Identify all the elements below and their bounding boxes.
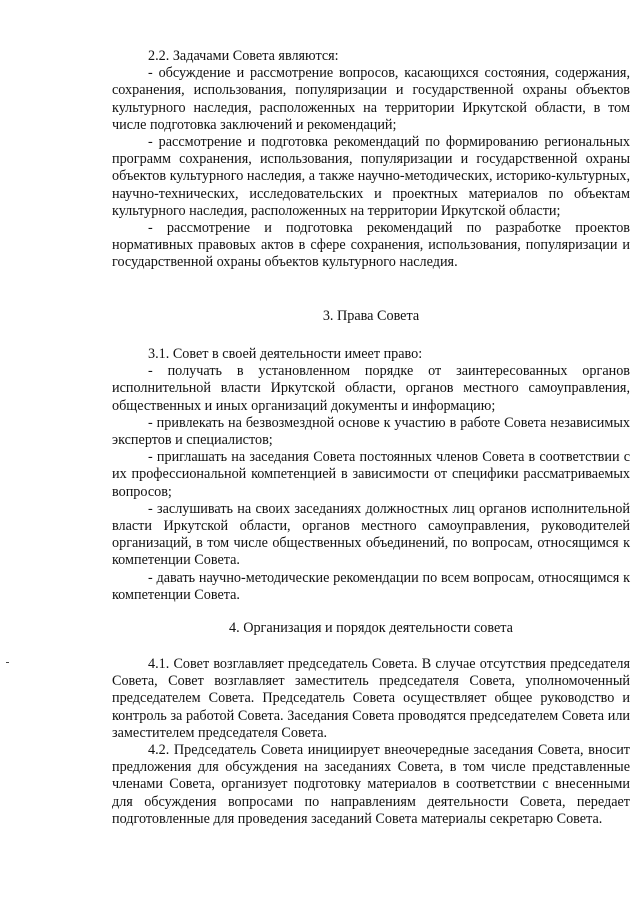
section-3-item-4: - заслушивать на своих заседаниях должностных лиц органов исполнительной власти Иркутской области, органов местного самоуправления, руководителей организаций, в том числе общественных объединений, по вопросам, относящимся к компетенции Совета.: [112, 500, 630, 569]
scan-margin-mark: [6, 662, 9, 663]
section-2-item-1: - обсуждение и рассмотрение вопросов, касающихся состояния, содержания, сохранения, использования, популяризации и государственной охраны объектов культурного наследия, расположенных на территории Иркутской области, в том числе подготовка заключений и рекомендаций;: [112, 65, 630, 133]
section-3-item-5: - давать научно-методические рекомендации по всем вопросам, относящимся к компетенции Совета.: [112, 569, 630, 603]
section-2-item-3: - рассмотрение и подготовка рекомендаций по разработке проектов нормативных правовых актов в сфере сохранения, использования, популяризации и государственной охраны объектов культурного наследия.: [112, 220, 630, 271]
section-3-heading: 3. Права Совета: [322, 308, 420, 324]
section-3-body: [112, 346, 630, 604]
section-2-item-2: - рассмотрение и подготовка рекомендаций по формированию региональных программ сохранения, использования, популяризации и государственной охраны объектов культурного наследия, а также научно-методических, историко-культурных, научно-технических, исследовательских и проектных материалов по объектам культурного наследия, расположенных на территории Иркутской области;: [112, 134, 630, 219]
section-3-item-2: - привлекать на безвозмездной основе к участию в работе Совета независимых экспертов и специалистов;: [112, 414, 630, 449]
section-4-body: [112, 656, 630, 828]
clause-2-2-heading: 2.2. Задачами Совета являются:: [148, 48, 339, 64]
section-3-item-3: - приглашать на заседания Совета постоянных членов Совета в соответствии с их профессиональной компетенцией в зависимости от специфики рассматриваемых вопросов;: [112, 449, 630, 500]
clause-4-1: 4.1. Совет возглавляет председатель Совета. В случае отсутствия председателя Совета, Совет возглавляет заместитель председателя Совета, уполномоченный председателем Совета. Председатель Совета осуществляет общее руководство и контроль за работой Совета. Заседания Совета проводятся председателем Совета или заместителем председателя Совета.: [112, 656, 630, 741]
section-3-item-1: - получать в установленном порядке от заинтересованных органов исполнительной власти Иркутской области, органов местного самоуправления, общественных и иных организаций документы и информацию;: [112, 363, 630, 414]
clause-4-2: 4.2. Председатель Совета инициирует внеочередные заседания Совета, вносит предложения для обсуждения на заседаниях Совета, в том числе представленные членами Совета, организует подготовку материалов в соответствии с внесенными для обсуждения вопросами по направлениям деятельности Совета, передает подготовленные для проведения заседаний Совета материалы секретарю Совета.: [112, 742, 630, 827]
section-2-body: [112, 48, 630, 272]
section-4-heading: 4. Организация и порядок деятельности совета: [229, 620, 513, 636]
clause-3-1-heading: 3.1. Совет в своей деятельности имеет право:: [148, 346, 423, 362]
